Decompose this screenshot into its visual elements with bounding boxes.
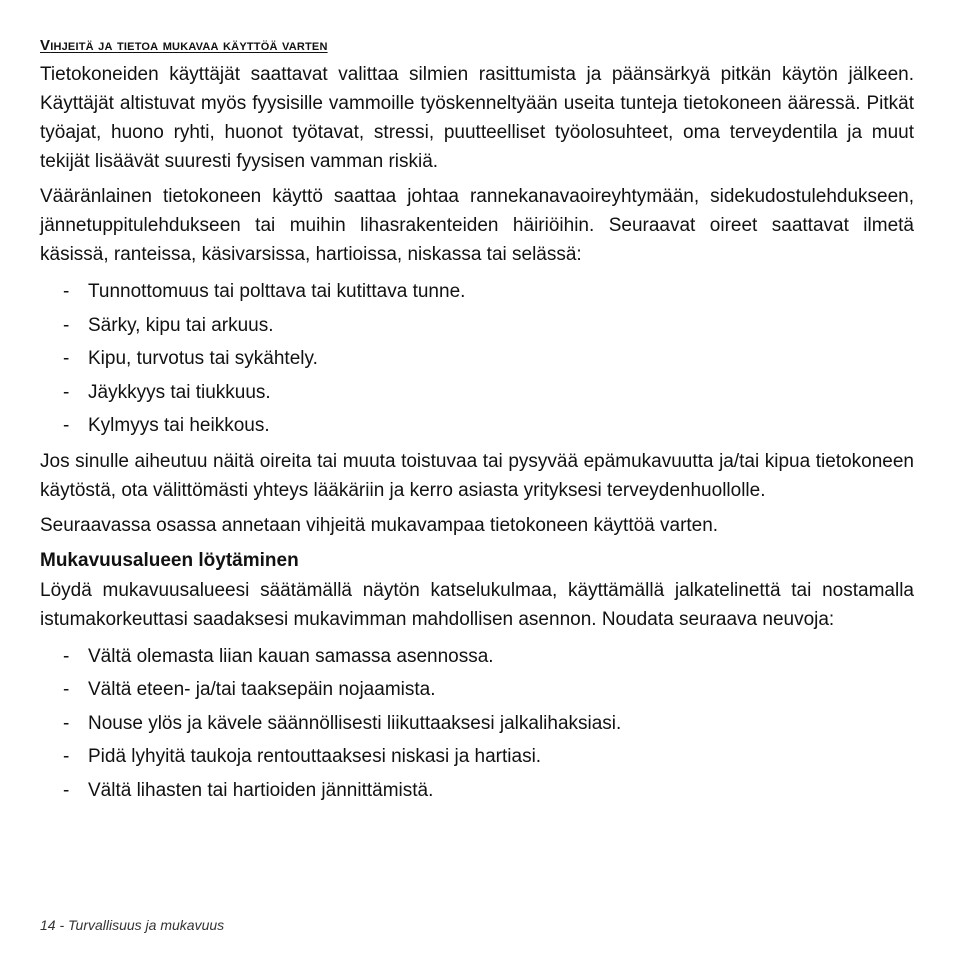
page-footer: 14 - Turvallisuus ja mukavuus — [40, 917, 225, 933]
list-item-text: Tunnottomuus tai polttava tai kutittava tunne. — [88, 281, 466, 302]
section-title: Vihjeitä ja tietoa mukavaa käyttöä varten — [40, 37, 328, 54]
list-item-text: Kylmyys tai heikkous. — [88, 415, 270, 436]
dash-bullet: - — [63, 348, 70, 369]
dash-bullet: - — [63, 746, 70, 767]
symptoms-list — [40, 275, 914, 443]
comfort-paragraph: Löydä mukavuusalueesi säätämällä näytön katselukulmaa, käyttämällä jalkatelinettä tai nostamalla istumakorkeuttasi saadaksesi mukavimman mahdollisen asennon. Noudata seuraava neuvoja: — [40, 579, 914, 630]
dash-bullet: - — [63, 645, 70, 667]
list-item — [40, 309, 914, 343]
list-item — [40, 640, 914, 674]
list-item — [40, 409, 914, 443]
dash-bullet: - — [63, 679, 70, 700]
dash-bullet: - — [63, 415, 70, 436]
subheading: Mukavuusalueen löytäminen — [40, 549, 299, 571]
list-item — [40, 275, 914, 309]
document-page — [40, 34, 914, 811]
tips-list — [40, 640, 914, 808]
list-item-text: Vältä eteen- ja/tai taaksepäin nojaamista. — [88, 679, 436, 700]
dash-bullet: - — [63, 281, 70, 302]
list-item — [40, 673, 914, 707]
list-item-text: Jäykkyys tai tiukkuus. — [88, 381, 271, 403]
list-item — [40, 342, 914, 376]
intro-paragraph: Tietokoneiden käyttäjät saattavat valittaa silmien rasittumista ja päänsärkyä pitkän käytön jälkeen. Käyttäjät altistuvat myös fyysisille vammoille työskenneltyään useita tunteja tietokoneen ääressä. Pitkät työajat, huono ryhti, huonot työtavat, stressi, puutteelliset työolosuhteet, oma terveydentila ja muut tekijät lisäävät suuresti fyysisen vamman riskiä. — [40, 64, 914, 172]
list-item-text: Vältä olemasta liian kauan samassa asennossa. — [88, 645, 494, 667]
list-item-text: Pidä lyhyitä taukoja rentouttaaksesi niskasi ja hartiasi. — [88, 746, 542, 767]
list-item — [40, 376, 914, 410]
dash-bullet: - — [63, 314, 70, 336]
list-item-text: Nouse ylös ja kävele säännöllisesti liikuttaaksesi jalkalihaksiasi. — [88, 712, 622, 734]
symptoms-intro-paragraph: Vääränlainen tietokoneen käyttö saattaa johtaa rannekanavaoireyhtymään, sidekudostulehdukseen, jännetuppitulehdukseen tai muihin lihasrakenteiden häiriöihin. Seuraavat oireet saattavat ilmetä käsissä, ranteissa, käsivarsissa, hartioissa, niskassa tai selässä: — [40, 186, 914, 265]
list-item-text: Vältä lihasten tai hartioiden jännittämistä. — [88, 779, 434, 801]
list-item — [40, 707, 914, 741]
dash-bullet: - — [63, 712, 70, 734]
advice-paragraph: Jos sinulle aiheutuu näitä oireita tai muuta toistuvaa tai pysyvää epämukavuutta ja/tai kipua tietokoneen käytöstä, ota välittömästi yhteys lääkäriin ja kerro asiasta yrityksesi terveydenhuollolle. — [40, 450, 914, 501]
dash-bullet: - — [63, 381, 70, 403]
next-section-paragraph: Seuraavassa osassa annetaan vihjeitä mukavampaa tietokoneen käyttöä varten. — [40, 514, 719, 536]
list-item — [40, 740, 914, 774]
list-item — [40, 774, 914, 808]
list-item-text: Kipu, turvotus tai sykähtely. — [88, 348, 318, 369]
dash-bullet: - — [63, 779, 70, 801]
list-item-text: Särky, kipu tai arkuus. — [88, 314, 274, 336]
